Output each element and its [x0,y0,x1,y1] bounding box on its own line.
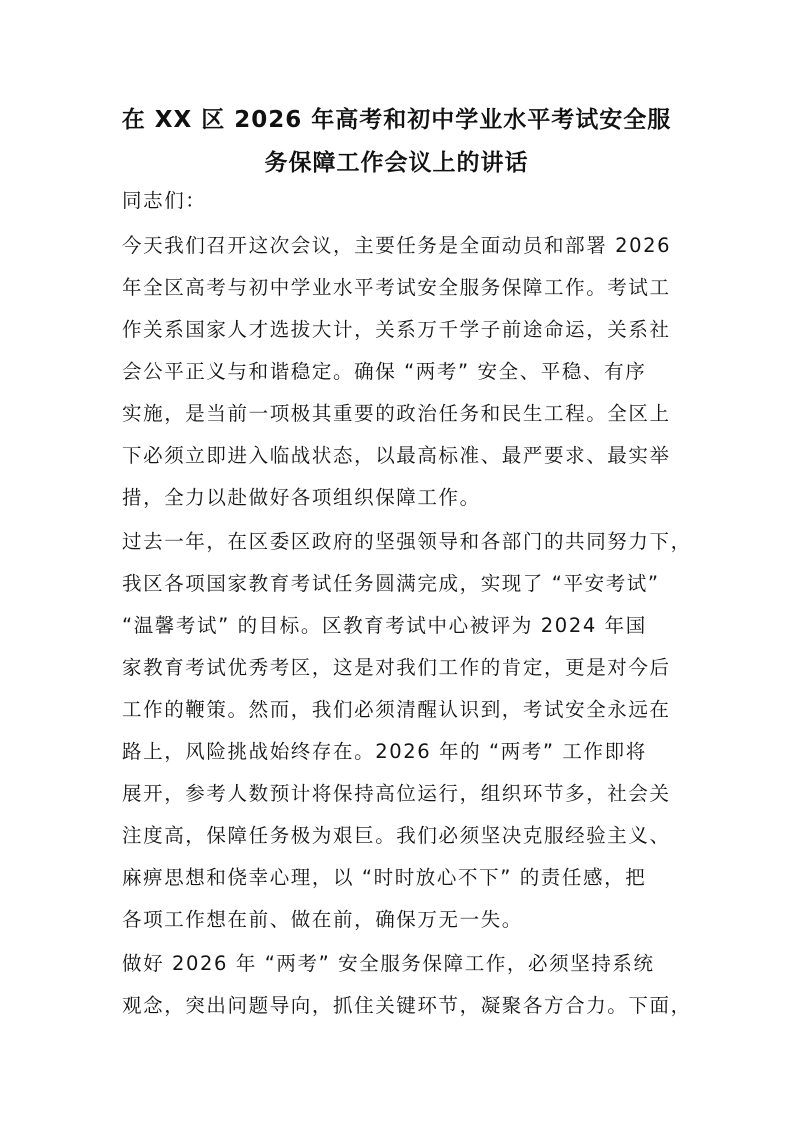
paragraph-line: 路上，风险挑战始终存在。2026 年的 “两考” 工作即将 [122,740,647,763]
salutation: 同志们： [122,189,207,212]
paragraph-line: 过去一年，在区委区政府的坚强领导和各部门的共同努力下， [122,530,692,553]
paragraph-line: 措，全力以赴做好各项组织保障工作。 [122,486,481,509]
paragraph-line: 工作的鞭策。然而，我们必须清醒认识到，考试安全永远在 [122,698,671,721]
paragraph-line: 实施，是当前一项极其重要的政治任务和民生工程。全区上 [122,402,671,425]
paragraph-line: 年全区高考与初中学业水平考试安全服务保障工作。考试工 [122,276,671,299]
paragraph-line: 作关系国家人才选拔大计，关系万千学子前途命运，关系社 [122,318,671,341]
paragraph-line: 下必须立即进入临战状态，以最高标准、最严要求、最实举 [122,444,671,467]
paragraph-line: 会公平正义与和谐稳定。确保 “两考” 安全、平稳、有序 [122,360,647,383]
paragraph-line: 注度高，保障任务极为艰巨。我们必须坚决克服经验主义、 [122,824,671,847]
paragraph-line: 做好 2026 年 “两考” 安全服务保障工作，必须坚持系统 [122,952,655,975]
paragraph-line: 家教育考试优秀考区，这是对我们工作的肯定，更是对今后 [122,656,671,679]
paragraph-line: 各项工作想在前、做在前，确保万无一失。 [122,908,523,931]
paragraph-line: 麻痹思想和侥幸心理，以 “时时放心不下” 的责任感，把 [122,866,647,889]
paragraph-line: 观念，突出问题导向，抓住关键环节，凝聚各方合力。下面， [122,994,692,1017]
document-title-line-1: 在 XX 区 2026 年高考和初中学业水平考试安全服 [121,107,672,133]
paragraph-line: 展开，参考人数预计将保持高位运行，组织环节多，社会关 [122,782,671,805]
document-title-line-2: 务保障工作会议上的讲话 [264,150,529,176]
paragraph-line: 今天我们召开这次会议，主要任务是全面动员和部署 2026 [122,234,672,257]
paragraph-line: “温馨考试” 的目标。区教育考试中心被评为 2024 年国 [122,614,647,637]
paragraph-line: 我区各项国家教育考试任务圆满完成，实现了 “平安考试” [122,572,660,595]
